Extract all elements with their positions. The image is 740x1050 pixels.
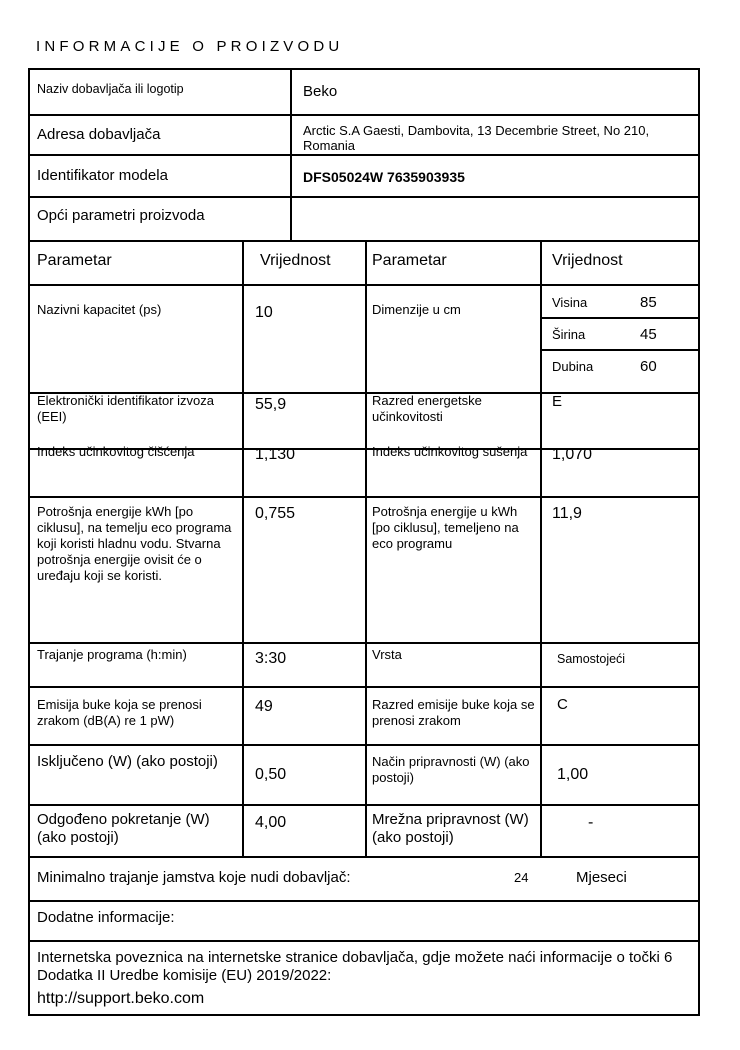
column-divider (540, 240, 542, 858)
height-label: Visina (552, 295, 588, 310)
dimension-divider (542, 317, 698, 319)
row-divider (30, 154, 698, 156)
row-divider (30, 196, 698, 198)
warranty-value: 24 (514, 870, 529, 885)
energy-class-label: Razred energetske učinkovitosti (372, 393, 482, 424)
energy-eco-label: Potrošnja energije u kWh [po ciklusu], temeljeno na eco programu (372, 504, 519, 551)
page-title: INFORMACIJE O PROIZVODU (36, 38, 344, 55)
delay-start-label: Odgođeno pokretanje (W) (ako postoji) (37, 811, 210, 846)
additional-info-label: Dodatne informacije: (37, 909, 175, 926)
dimension-divider (542, 349, 698, 351)
noise-label: Emisija buke koja se prenosi zrakom (dB(A) re 1 pW) (37, 697, 202, 728)
capacity-label: Nazivni kapacitet (ps) (37, 302, 162, 317)
warranty-unit: Mjeseci (576, 869, 627, 886)
standby-value: 1,00 (557, 766, 589, 783)
header-param-2: Parametar (372, 252, 447, 269)
general-params-label: Opći parametri proizvoda (37, 207, 205, 224)
row-divider (30, 642, 698, 644)
supplier-address-label: Adresa dobavljača (37, 126, 161, 143)
row-divider (30, 900, 698, 902)
drying-index-value: 1,070 (552, 446, 593, 463)
row-divider (30, 284, 698, 286)
network-standby-value: - (588, 814, 594, 831)
column-divider (365, 240, 367, 858)
supplier-name-label: Naziv dobavljača ili logotip (37, 82, 184, 96)
row-divider (30, 240, 698, 242)
model-id-value: DFS05024W 7635903935 (303, 169, 465, 185)
eei-label: Elektronički identifikator izvoza (EEI) (37, 393, 215, 424)
row-divider (30, 114, 698, 116)
supplier-address-value: Arctic S.A Gaesti, Dambovita, 13 Decembrie Street, No 210, Romania (303, 123, 650, 153)
depth-label: Dubina (552, 359, 594, 374)
header-param-1: Parametar (37, 252, 112, 269)
energy-class-value: E (552, 393, 563, 410)
noise-class-value: C (557, 696, 568, 713)
width-value: 45 (640, 326, 657, 343)
header-value-1: Vrijednost (260, 252, 331, 269)
height-value: 85 (640, 294, 657, 311)
model-id-label: Identifikator modela (37, 167, 168, 184)
width-label: Širina (552, 327, 586, 342)
energy-cycle-label: Potrošnja energije kWh [po ciklusu], na temelju eco programa koji koristi hladnu vodu. Stvarna potrošnja energije ovisit će o uređaju koji se koristi. (37, 504, 232, 583)
type-label: Vrsta (372, 647, 402, 662)
cleaning-index-label: Indeks učinkovitog čišćenja (37, 444, 195, 459)
energy-cycle-value: 0,755 (255, 505, 296, 522)
capacity-value: 10 (255, 304, 273, 321)
column-divider (242, 240, 244, 858)
dimensions-label: Dimenzije u cm (372, 302, 461, 317)
column-divider (290, 70, 292, 242)
eei-value: 55,9 (255, 396, 287, 413)
type-value: Samostojeći (557, 652, 626, 666)
cleaning-index-value: 1,130 (255, 446, 296, 463)
row-divider (30, 744, 698, 746)
duration-value: 3:30 (255, 650, 287, 667)
depth-value: 60 (640, 358, 657, 375)
energy-eco-value: 11,9 (552, 505, 582, 522)
off-mode-value: 0,50 (255, 766, 287, 783)
header-value-2: Vrijednost (552, 252, 623, 269)
off-mode-label: Isključeno (W) (ako postoji) (37, 753, 218, 770)
network-standby-label: Mrežna pripravnost (W) (ako postoji) (372, 811, 529, 846)
row-divider (30, 804, 698, 806)
support-link[interactable]: http://support.beko.com (37, 990, 205, 1007)
row-divider (30, 686, 698, 688)
delay-start-value: 4,00 (255, 814, 287, 831)
noise-class-label: Razred emisije buke koja se prenosi zrakom (372, 697, 535, 728)
noise-value: 49 (255, 698, 273, 715)
supplier-name-value: Beko (303, 83, 338, 100)
row-divider (30, 940, 698, 942)
warranty-label: Minimalno trajanje jamstva koje nudi dobavljač: (37, 869, 351, 886)
row-divider (30, 496, 698, 498)
link-description: Internetska poveznica na internetske stranice dobavljača, gdje možete naći informacije o točki 6 Dodatka II Uredbe komisije (EU) 2019/2022: (37, 949, 673, 984)
row-divider (30, 856, 698, 858)
duration-label: Trajanje programa (h:min) (37, 647, 187, 662)
product-info-table (28, 68, 700, 1016)
drying-index-label: Indeks učinkovitog sušenja (372, 444, 528, 459)
standby-label: Način pripravnosti (W) (ako postoji) (372, 754, 530, 785)
